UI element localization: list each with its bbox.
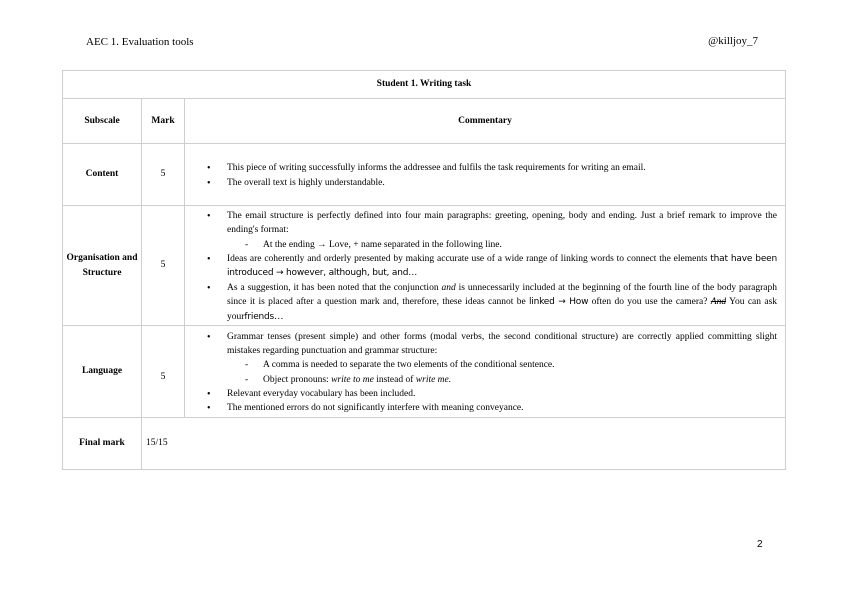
linking-words-text: that have been introduced → however, although, but, and… <box>227 253 778 279</box>
subscale-language: Language <box>63 326 142 418</box>
header-right: @killjoy_7 <box>708 35 758 47</box>
evaluation-table <box>62 70 786 470</box>
mark-organisation: 5 <box>142 206 185 326</box>
list-item: • This piece of writing successfully informs the addressee and fulfils the task requirements for writing an email. <box>227 161 777 175</box>
page-number: 2 <box>757 539 763 550</box>
list-item: • The overall text is highly understandable. <box>227 176 777 190</box>
list-item: • Relevant everyday vocabulary has been included. <box>227 387 777 401</box>
mark-language: 5 <box>142 326 185 418</box>
table-row-language <box>63 326 786 418</box>
language-bullet-1: Grammar tenses (present simple) and other forms (modal verbs, the second conditional structure) are correctly applied committing slight mistakes regarding punctuation and grammar structure: <box>227 331 777 356</box>
mark-content: 5 <box>142 144 185 206</box>
list-item <box>263 373 777 387</box>
column-header-commentary: Commentary <box>185 99 786 144</box>
commentary-content <box>185 144 786 206</box>
header-left: AEC 1. Evaluation tools <box>86 36 194 48</box>
conjunction-and: and <box>441 282 456 293</box>
object-pronouns-label: Object pronouns: <box>263 374 329 385</box>
table-row-organisation <box>63 206 786 326</box>
list-item <box>227 281 777 324</box>
organisation-bullet-1: The email structure is perfectly defined into four main paragraphs: greeting, opening, body and ending. Just a brief remark to improve the ending's format: <box>227 211 777 236</box>
final-mark-value: 15/15 <box>142 418 786 470</box>
subscale-organisation: Organisation and Structure <box>63 206 142 326</box>
subscale-content: Content <box>63 144 142 206</box>
final-mark-label: Final mark <box>63 418 142 470</box>
incorrect-form: write me. <box>415 374 452 385</box>
instead-of-text: instead of <box>376 374 414 385</box>
list-item: - At the ending → Love, + name separated in the following line. <box>263 238 777 252</box>
list-item: • The mentioned errors do not significantly interfere with meaning conveyance. <box>227 401 777 415</box>
column-header-mark: Mark <box>142 99 185 144</box>
organisation-bullet-3d: You can ask your <box>227 297 778 322</box>
linked-how-text: linked → How <box>529 297 589 307</box>
list-item: - A comma is needed to separate the two elements of the conditional sentence. <box>263 358 777 372</box>
table-title: Student 1. Writing task <box>63 71 786 99</box>
organisation-bullet-3c: often do you use the camera? <box>591 297 708 307</box>
organisation-bullet-3b: is unnecessarily included at the beginning of the fourth line of the body paragraph since it is placed after a question mark and, therefore, these ideas cannot be <box>227 282 778 307</box>
list-item <box>227 330 777 387</box>
organisation-bullet-2: Ideas are coherently and orderly presented by making accurate use of a wide range of linking words to connect the elements <box>227 253 708 264</box>
list-item <box>227 209 777 252</box>
struck-and: And <box>710 297 727 307</box>
correct-form: write to me <box>331 374 374 385</box>
list-item <box>227 252 777 281</box>
table-row-final <box>63 418 786 470</box>
table-row-content <box>63 144 786 206</box>
ellipsis: … <box>274 311 284 322</box>
commentary-organisation <box>185 206 786 326</box>
friends-text: friends <box>244 311 275 322</box>
commentary-language <box>185 326 786 418</box>
organisation-bullet-3a: As a suggestion, it has been noted that the conjunction <box>227 282 439 293</box>
column-header-subscale: Subscale <box>63 99 142 144</box>
